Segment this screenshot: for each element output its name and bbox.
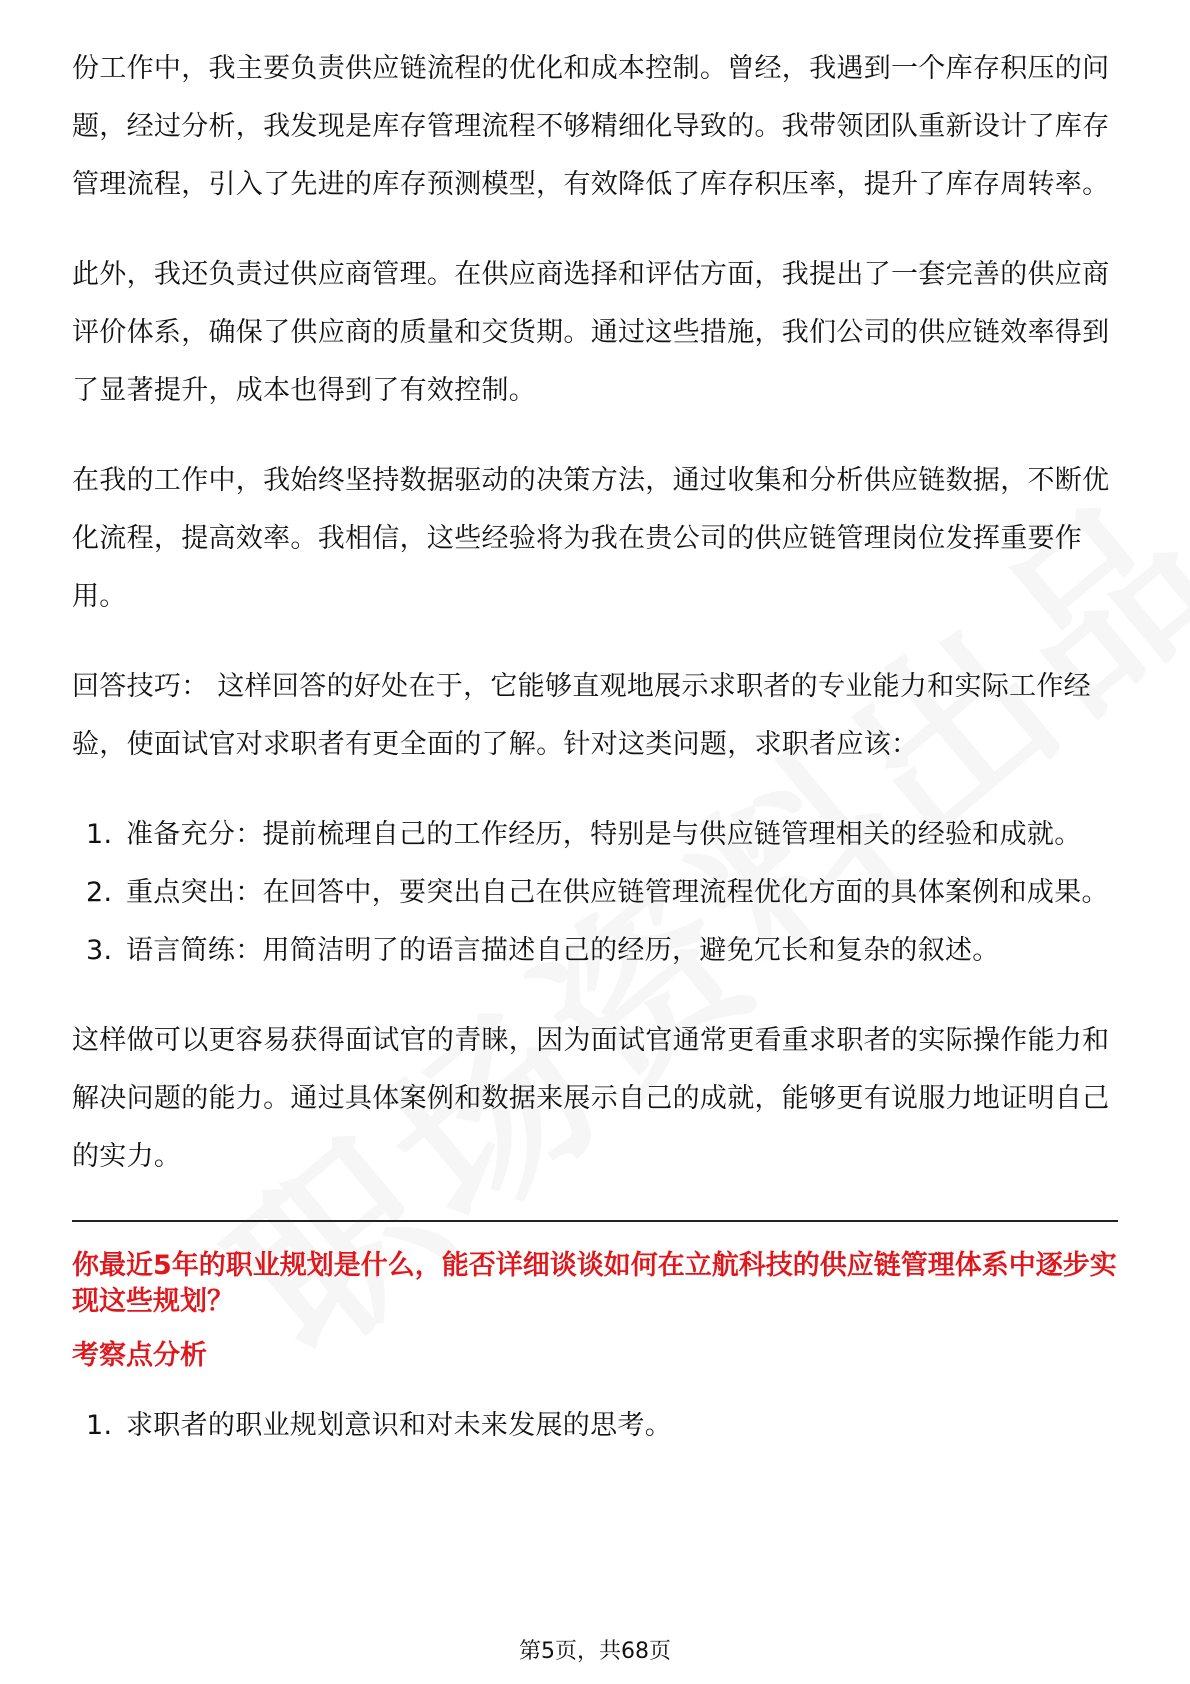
- paragraph-data-driven: 在我的工作中，我始终坚持数据驱动的决策方法，通过收集和分析供应链数据，不断优化流程，提高效率。我相信，这些经验将为我在贵公司的供应链管理岗位发挥重要作用。: [72, 465, 1110, 612]
- list-number: 2.: [86, 877, 113, 908]
- list-item: [72, 922, 1118, 980]
- tips-list: [72, 806, 1118, 980]
- list-item-text: 重点突出：在回答中，要突出自己在供应链管理流程优化方面的具体案例和成果。: [126, 877, 1109, 908]
- list-number: 1.: [86, 1410, 113, 1441]
- question-title: 你最近5年的职业规划是什么，能否详细谈谈如何在立航科技的供应链管理体系中逐步实现这些规划？: [72, 1250, 1117, 1317]
- section-divider: [72, 1220, 1118, 1222]
- paragraph-experience: 份工作中，我主要负责供应链流程的优化和成本控制。曾经，我遇到一个库存积压的问题，经过分析，我发现是库存管理流程不够精细化导致的。我带领团队重新设计了库存管理流程，引入了先进的库存预测模型，有效降低了库存积压率，提升了库存周转率。: [72, 53, 1110, 200]
- list-number: 3.: [86, 935, 113, 966]
- list-item: [72, 864, 1118, 922]
- paragraph-answer-tips: 回答技巧： 这样回答的好处在于，它能够直观地展示求职者的专业能力和实际工作经验，使面试官对求职者有更全面的了解。针对这类问题，求职者应该：: [72, 671, 1091, 760]
- paragraph-supplier: 此外，我还负责过供应商管理。在供应商选择和评估方面，我提出了一套完善的供应商评价体系，确保了供应商的质量和交货期。通过这些措施，我们公司的供应链效率得到了显著提升，成本也得到了有效控制。: [72, 259, 1110, 406]
- document-body: [72, 40, 1118, 1484]
- paragraph-closing: 这样做可以更容易获得面试官的青睐，因为面试官通常更看重求职者的实际操作能力和解决问题的能力。通过具体案例和数据来展示自己的成就，能够更有说服力地证明自己的实力。: [72, 1025, 1110, 1172]
- list-item: [72, 1400, 1118, 1452]
- list-item: [72, 806, 1118, 864]
- section-heading: 考察点分析: [72, 1340, 207, 1371]
- list-number: 1.: [86, 819, 113, 850]
- page-footer: 第5页，共68页: [519, 1639, 671, 1664]
- analysis-points-list: [72, 1400, 1118, 1452]
- list-item-text: 求职者的职业规划意识和对未来发展的思考。: [126, 1410, 672, 1441]
- list-item-text: 准备充分：提前梳理自己的工作经历，特别是与供应链管理相关的经验和成就。: [126, 819, 1082, 850]
- list-item-text: 语言简练：用简洁明了的语言描述自己的经历，避免冗长和复杂的叙述。: [126, 935, 1000, 966]
